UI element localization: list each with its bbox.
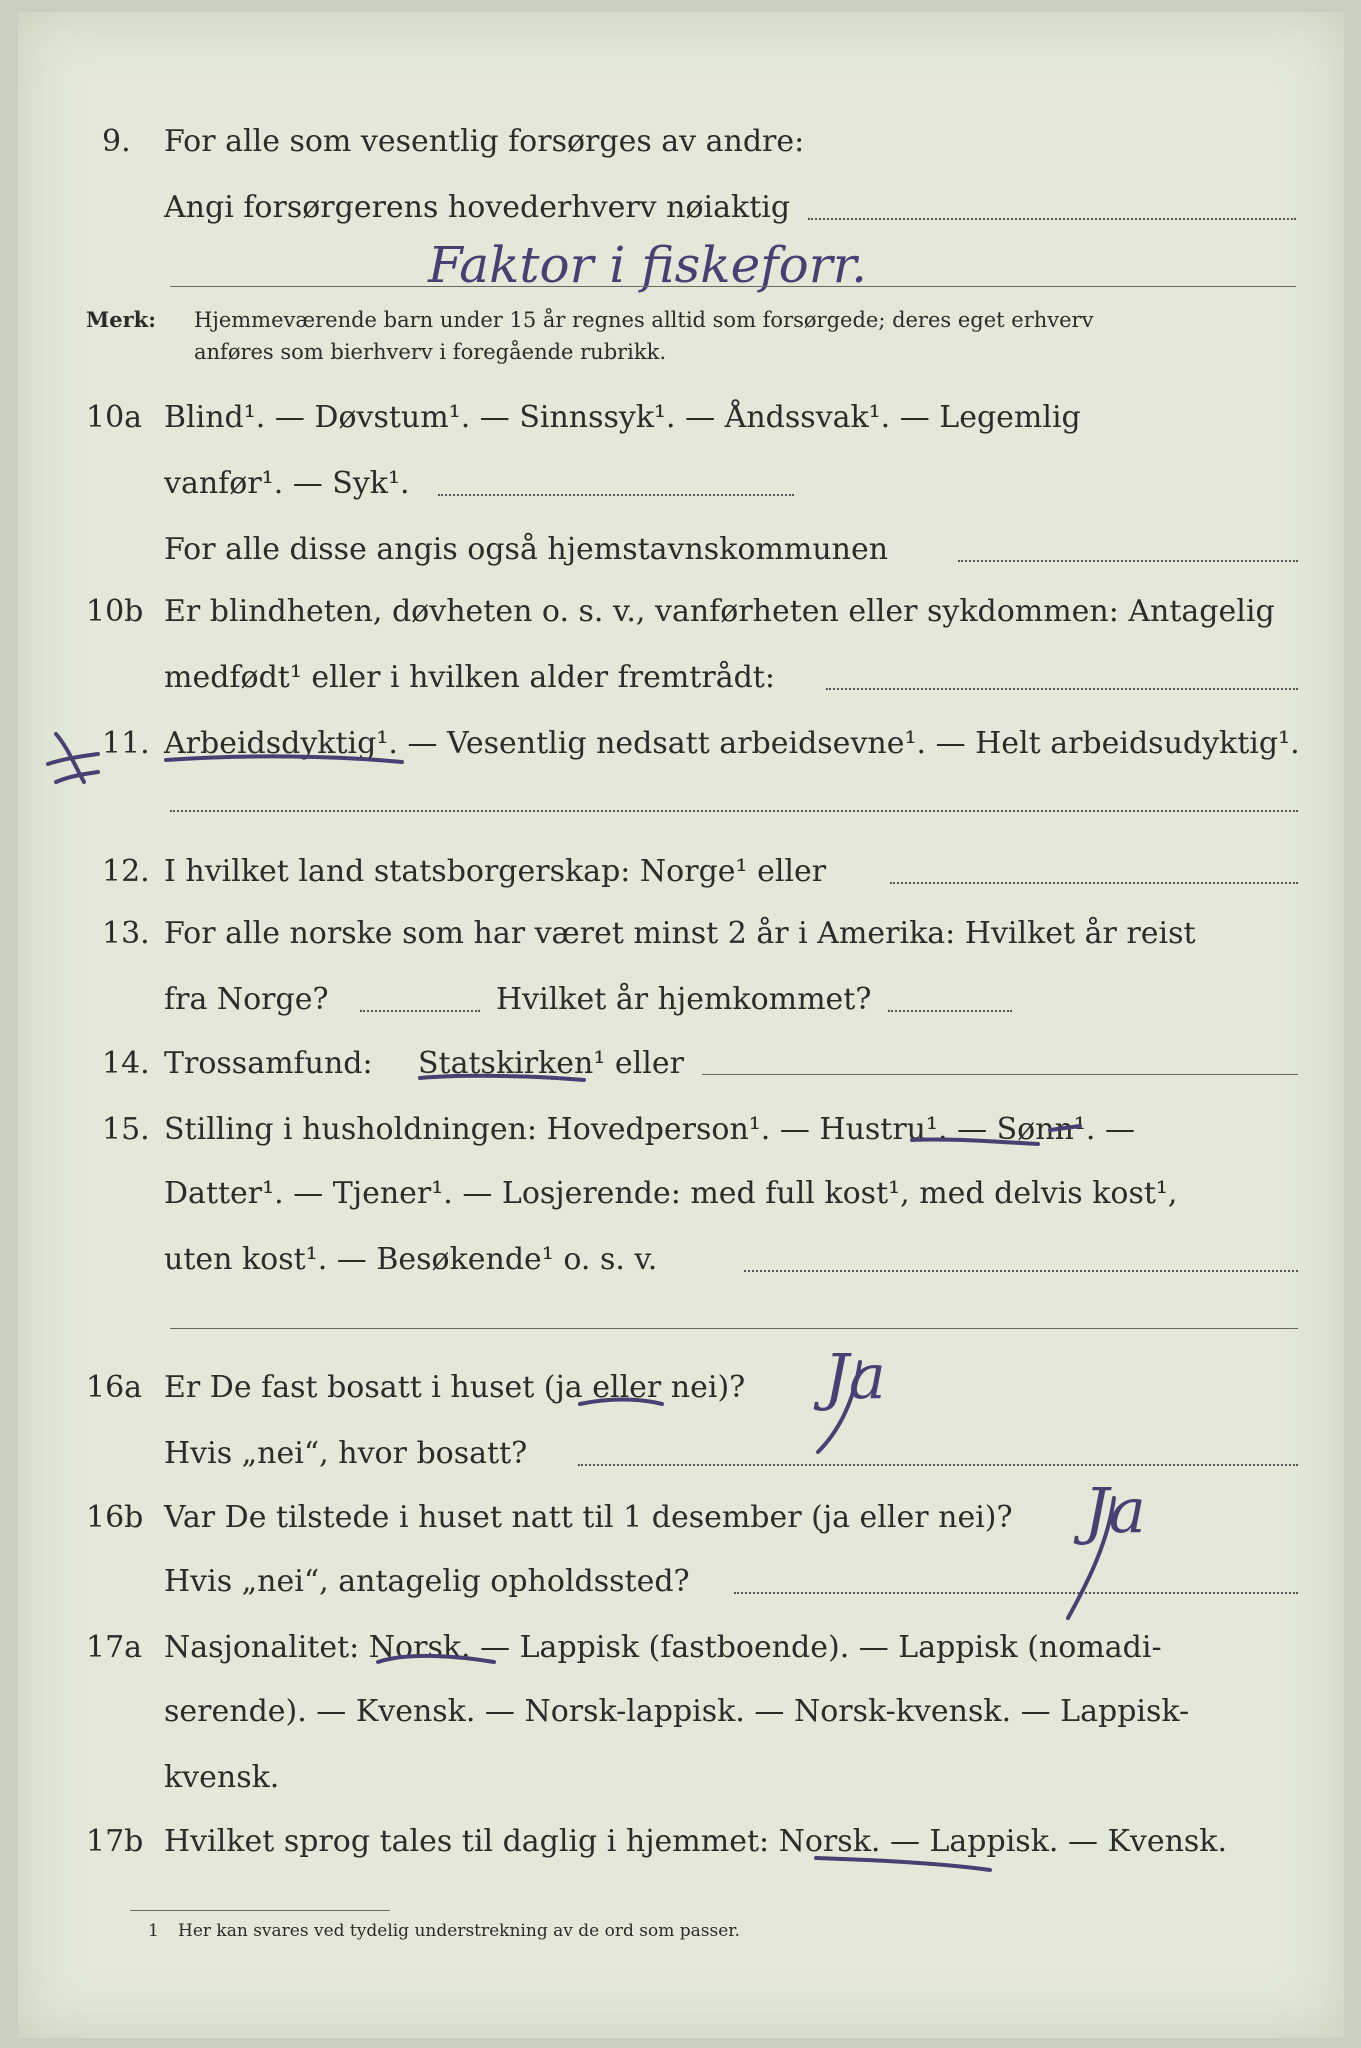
- q14-options: Statskirken¹ eller: [418, 1046, 684, 1081]
- q15-line-3: uten kost¹. — Besøkende¹ o. s. v.: [164, 1242, 658, 1277]
- q13-hjemkommet-dotted-line: [888, 1010, 1012, 1012]
- q17b-line-1: Hvilket sprog tales til daglig i hjemmet: Norsk. — Lappisk. — Kvensk.: [164, 1824, 1228, 1859]
- tally-mark-11: [48, 734, 98, 782]
- q13-reist-dotted-line: [360, 1010, 480, 1012]
- q13-line-1: For alle norske som har været minst 2 år i Amerika: Hvilket år reist: [164, 916, 1196, 951]
- q9-line-1: For alle som vesentlig forsørges av andre:: [164, 124, 805, 159]
- question-number-10b: 10b: [86, 594, 144, 629]
- q12-dotted-line: [890, 882, 1298, 884]
- q10b-line-1: Er blindheten, døvheten o. s. v., vanførheten eller sykdommen: Antagelig: [164, 594, 1275, 629]
- question-number-11: 11.: [102, 726, 150, 761]
- q15-answer-rule: [170, 1328, 1298, 1329]
- question-number-10a: 10a: [86, 400, 143, 435]
- q17a-line-2: serende). — Kvensk. — Norsk-lappisk. — Norsk-kvensk. — Lappisk-: [164, 1694, 1190, 1729]
- q10a-line-3: For alle disse angis også hjemstavnskommunen: [164, 532, 889, 567]
- merk-line-2: anføres som bierhverv i foregående rubrikk.: [194, 340, 667, 364]
- question-number-15: 15.: [102, 1112, 150, 1147]
- q9-answer-rule: [170, 286, 1296, 287]
- q14-label: Trossamfund:: [164, 1046, 373, 1081]
- q16b-line-1: Var De tilstede i huset natt til 1 desember (ja eller nei)?: [164, 1500, 1013, 1535]
- question-number-14: 14.: [102, 1046, 150, 1081]
- q16a-line-1: Er De fast bosatt i huset (ja eller nei)?: [164, 1370, 746, 1405]
- q11-dotted-line: [170, 810, 1298, 812]
- q11-line-1: Arbeidsdyktig¹. — Vesentlig nedsatt arbeidsevne¹. — Helt arbeidsudyktig¹.: [164, 726, 1300, 761]
- census-form-page: [18, 12, 1344, 2038]
- q10b-line-2: medfødt¹ eller i hvilken alder fremtrådt:: [164, 660, 775, 695]
- question-number-16a: 16a: [86, 1370, 143, 1405]
- question-number-16b: 16b: [86, 1500, 144, 1535]
- q17a-line-1: Nasjonalitet: Norsk. — Lappisk (fastboende). — Lappisk (nomadi-: [164, 1630, 1162, 1665]
- q12-line-1: I hvilket land statsborgerskap: Norge¹ eller: [164, 854, 827, 889]
- footnote-mark: 1: [148, 1921, 159, 1941]
- q16b-handwritten-answer: Ja: [1084, 1474, 1146, 1547]
- q15-line-2: Datter¹. — Tjener¹. — Losjerende: med full kost¹, med delvis kost¹,: [164, 1176, 1178, 1211]
- q16a-dotted-line: [578, 1464, 1298, 1466]
- q15-line-1: Stilling i husholdningen: Hovedperson¹. — Hustru¹. — Sønn¹. —: [164, 1112, 1135, 1147]
- question-number-17a: 17a: [86, 1630, 143, 1665]
- q10b-dotted-line: [826, 688, 1298, 690]
- q9-handwritten-answer: Faktor i fiskeforr.: [428, 236, 867, 294]
- q17a-line-3: kvensk.: [164, 1760, 280, 1795]
- q13-line-2a: fra Norge?: [164, 982, 329, 1017]
- q13-line-2b: Hvilket år hjemkommet?: [496, 982, 872, 1017]
- q16a-line-2: Hvis „nei“, hvor bosatt?: [164, 1436, 528, 1471]
- merk-line-1: Hjemmeværende barn under 15 år regnes alltid som forsørgede; deres eget erhverv: [194, 308, 1094, 332]
- q10a-line-2: vanfør¹. — Syk¹.: [164, 466, 410, 501]
- question-number-13: 13.: [102, 916, 150, 951]
- q16b-line-2: Hvis „nei“, antagelig opholdssted?: [164, 1564, 690, 1599]
- question-number-17b: 17b: [86, 1824, 144, 1859]
- question-number-9: 9.: [102, 124, 131, 159]
- q10a-dotted-line: [438, 494, 794, 496]
- q9-answer-dotted-line: [808, 218, 1296, 220]
- q14-answer-rule: [702, 1074, 1298, 1075]
- q16b-dotted-line: [734, 1592, 1298, 1594]
- q15-dotted-line: [744, 1270, 1298, 1272]
- q16a-handwritten-answer: Ja: [824, 1340, 886, 1413]
- question-number-12: 12.: [102, 854, 150, 889]
- merk-label: Merk:: [86, 307, 156, 332]
- footnote-divider: [130, 1910, 390, 1911]
- footnote-text: Her kan svares ved tydelig understrekning av de ord som passer.: [178, 1921, 740, 1941]
- q10a-hjemstavn-dotted-line: [958, 560, 1298, 562]
- q10a-line-1: Blind¹. — Døvstum¹. — Sinnssyk¹. — Åndssvak¹. — Legemlig: [164, 400, 1081, 435]
- q9-line-2: Angi forsørgerens hovederhverv nøiaktig: [164, 190, 791, 225]
